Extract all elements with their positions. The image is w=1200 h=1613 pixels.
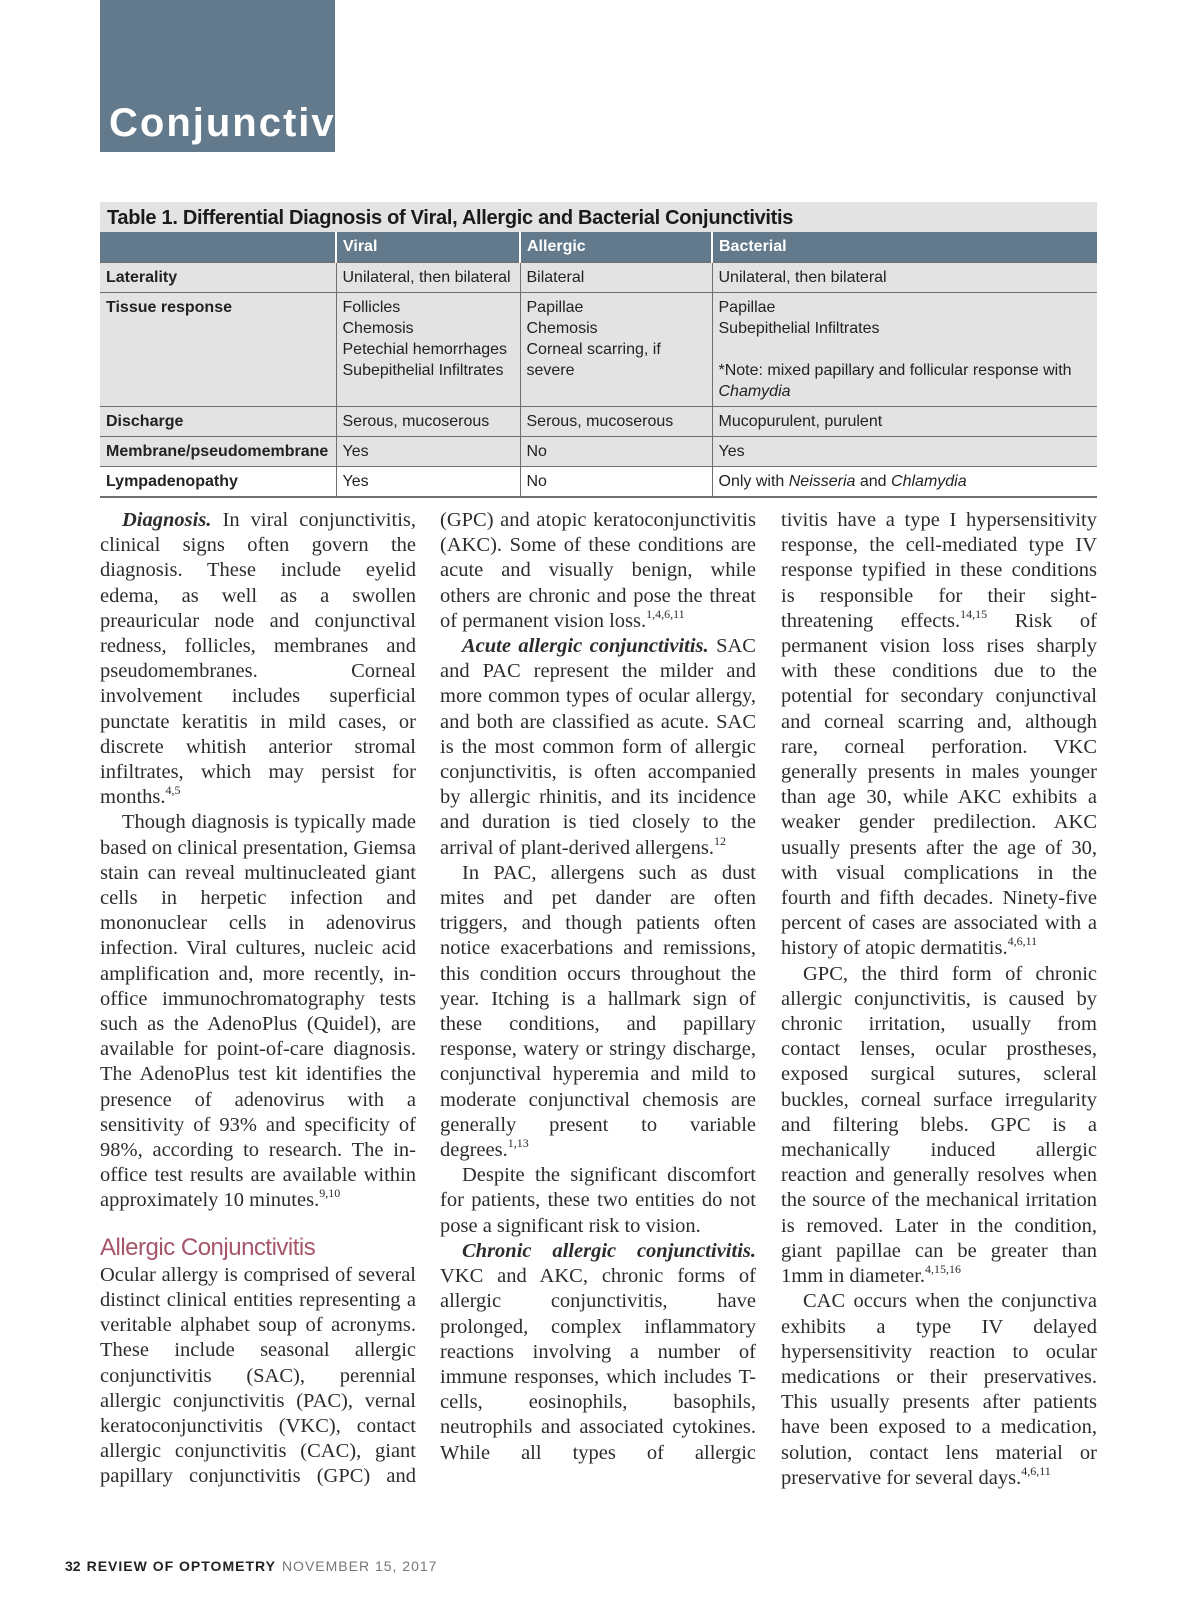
publication-name: REVIEW OF OPTOMETRY	[86, 1558, 276, 1574]
cell-viral: Unilateral, then bilateral	[336, 263, 520, 293]
row-label: Tissue response	[100, 293, 336, 407]
cell-allergic	[520, 293, 712, 407]
header-bacterial: Bacterial	[712, 232, 1097, 263]
column-2	[440, 508, 756, 1466]
table-note-organism: Chamydia	[718, 383, 791, 400]
cell-viral: Yes	[336, 467, 520, 498]
table-header-row	[100, 232, 1097, 263]
paragraph	[100, 508, 416, 810]
section-title: Conjunctiva	[109, 101, 360, 145]
differential-diagnosis-table	[100, 202, 1097, 498]
cell-line: Papillae	[526, 299, 584, 316]
paragraph	[440, 1163, 756, 1239]
cell-line: Petechial hemorrhages	[342, 341, 508, 358]
run-in-heading: Chronic allergic conjunctivitis.	[462, 1239, 756, 1262]
reference: 9,10	[319, 1186, 341, 1201]
cell-line: Follicles	[342, 299, 401, 316]
page-footer	[65, 1558, 437, 1574]
header-blank	[100, 232, 336, 263]
row-label: Discharge	[100, 407, 336, 437]
paragraph-text: In viral conjunctivitis, clinical signs often govern the diagnosis. These include eyelid edema, as well as a swollen preauricular node and conjunctival redness, follicles, membranes and pseudomembranes. Corneal involvement includes superficial punctate keratitis in mild cases, or discrete whitish anterior stromal infiltrates, which may persist for months.	[100, 509, 416, 809]
run-in-heading: Acute allergic conjunctivitis.	[462, 635, 709, 658]
cell-bacterial: Unilateral, then bilateral	[712, 263, 1097, 293]
paragraph	[781, 962, 1097, 1290]
cell-line: Subepithelial Infiltrates	[718, 320, 880, 337]
paragraph	[100, 810, 416, 1213]
paragraph-text: Risk of permanent vision loss rises sharply with these conditions due to the potential for secondary conjunctival and corneal scarring and, although rare, corneal perforation. VKC generally presents in males younger than age 30, while AKC exhibits a weaker gender predilection. AKC usually presents after the age of 30, with visual complications in the fourth and fifth decades. Ninety-five percent of cases are associated with a history of atopic dermatitis.	[781, 609, 1097, 960]
organism-name: Chlamydia	[891, 473, 967, 490]
reference: 1,13	[507, 1136, 529, 1151]
cell-line: Chemosis	[342, 320, 414, 337]
table-row	[100, 263, 1097, 293]
paragraph: (GPC) and atopic keratoconjunctivitis (AKC). Some of these conditions are acute and visually benign, while others are chronic and pose the threat of permanent vision loss.$^{1,4,6,11}$	[440, 509, 756, 632]
row-label: Membrane/pseudomembrane	[100, 437, 336, 467]
cell-viral	[336, 293, 520, 407]
cell-line: Subepithelial Infiltrates	[342, 362, 504, 379]
reference: 14,15	[960, 606, 988, 621]
reference: 4,6,11	[1021, 1463, 1051, 1478]
reference: 4,15,16	[925, 1262, 962, 1277]
table-note: *Note: mixed papillary and follicular response with	[718, 362, 1072, 379]
section-subhead: Allergic Conjunctivitis	[100, 1233, 316, 1261]
cell-allergic: No	[520, 437, 712, 467]
paragraph-text: CAC occurs when the conjunctiva exhibits a type IV delayed hypersensitivity reaction to ocular medications or their preservatives. This usually presents after patients have been exposed to a medication, solution, contact lens material or preservative for several days.	[781, 1290, 1097, 1489]
reference: 4,6,11	[1007, 934, 1038, 949]
cell-bacterial	[712, 467, 1097, 498]
page-number: 32	[65, 1558, 81, 1574]
paragraph-text: In PAC, allergens such as dust mites and pet dander are often triggers, and though patients often notice exacerbations and remissions, this condition occurs throughout the year. Itching is a hallmark sign of these conditions, and papillary response, watery or stringy discharge, conjunctival hyperemia and mild to moderate conjunctival chemosis are generally present to variable degrees.	[440, 861, 756, 1162]
paragraph-text: Ocular allergy is comprised of several distinct clinical entities representing a veritable alphabet soup of acronyms. These include seasonal allergic conjunctivitis (SAC), perennial allergic conjunctivitis (PAC), vernal keratoconjunctivitis (VKC), contact allergic conjunctivitis (CAC), giant papillary conjunctivitis (GPC) and	[100, 1263, 416, 1488]
table-row	[100, 407, 1097, 437]
cell-bacterial: Yes	[712, 437, 1097, 467]
cell-line: Chemosis	[526, 320, 598, 337]
paragraph-text: SAC and PAC represent the milder and more common types of ocular allergy, and both are classified as acute. SAC is the most common form of allergic conjunctivitis, is often accompanied by allergic rhinitis, and its incidence and duration is tied closely to the arrival of plant-derived allergens.	[440, 635, 756, 859]
paragraph: tivitis have a type I hypersensitivity response, the cell-mediated type IV response typified in these conditions is responsible for their sight-threatening effects.$^{14,15}$ Risk of permanent vision loss rises sharply with these conditions due to the potential for secondary conjunctival and corneal scarring and, although rare, corneal perforation. VKC generally presents in males younger than age 30, while AKC exhibits a weaker gender predilection. AKC usually presents after the age of 30, with visual complications in the fourth and fifth decades. Ninety-five percent of cases are associated with a history of atopic dermatitis.$^{4,6,11}$	[781, 509, 1097, 960]
organism-name: Neisseria	[788, 473, 856, 490]
issue-date: NOVEMBER 15, 2017	[281, 1558, 438, 1574]
cell-bacterial: Mucopurulent, purulent	[712, 407, 1097, 437]
cell-viral: Serous, mucoserous	[336, 407, 520, 437]
reference: 1,4,6,11	[646, 606, 685, 621]
cell-allergic: Bilateral	[520, 263, 712, 293]
section-tab	[100, 0, 360, 152]
table-row	[100, 293, 1097, 407]
paragraph-text: Despite the significant discomfort for patients, these two entities do not pose a significant risk to vision.	[440, 1164, 756, 1237]
header-allergic: Allergic	[520, 232, 712, 263]
paragraph	[100, 1263, 416, 1491]
table-row	[100, 437, 1097, 467]
table-row	[100, 467, 1097, 498]
column-1	[100, 508, 416, 1491]
paragraph	[440, 861, 756, 1163]
paragraph-text: VKC and AKC, chronic forms of allergic conjunctivitis, have prolonged, complex inflammatory reactions involving a number of immune responses, which includes T-cells, eosinophils, basophils, neutrophils and associated cytokines. While all types of allergic	[440, 1265, 756, 1464]
cell-text: and	[855, 473, 892, 490]
column-3	[781, 508, 1097, 1491]
cell-viral: Yes	[336, 437, 520, 467]
paragraph	[781, 1289, 1097, 1491]
paragraph-text: GPC, the third form of chronic allergic conjunctivitis, is caused by chronic irritation, usually from contact lenses, ocular prostheses, exposed surgical sutures, scleral buckles, corneal surface irregularity and filtering blebs. GPC is a mechanically induced allergic reaction and generally resolves when the source of the mechanical irritation is removed. Later in the condition, giant papillae can be greater than 1mm in diameter.	[781, 962, 1097, 1288]
cell-text: Only with	[718, 473, 789, 490]
cell-bacterial	[712, 293, 1097, 407]
reference: 12	[713, 833, 726, 848]
table-title: Table 1. Differential Diagnosis of Viral, Allergic and Bacterial Conjunctivitis	[100, 202, 1097, 232]
run-in-heading: Diagnosis.	[122, 509, 212, 531]
cell-allergic: Serous, mucoserous	[520, 407, 712, 437]
reference: 4,5	[165, 783, 181, 798]
paragraph-text: Though diagnosis is typically made based on clinical presentation, Giemsa stain can reveal multinucleated giant cells in herpetic infection and mononuclear cells in adenovirus infection. Viral cultures, nucleic acid amplification and, more recently, in-office immunochromatography tests such as the AdenoPlus (Quidel), are available for point-of-care diagnosis. The AdenoPlus test kit identifies the presence of adenovirus with a sensitivity of 93% and specificity of 98%, according to research. The in-office test results are available within approximately 10 minutes.	[100, 811, 416, 1212]
paragraph	[440, 1239, 756, 1466]
paragraph	[440, 634, 756, 861]
cell-line: Corneal scarring, if severe	[526, 341, 661, 379]
header-viral: Viral	[336, 232, 520, 263]
cell-line: Papillae	[718, 299, 776, 316]
row-label: Lympadenopathy	[100, 467, 336, 498]
cell-allergic: No	[520, 467, 712, 498]
row-label: Laterality	[100, 263, 336, 293]
